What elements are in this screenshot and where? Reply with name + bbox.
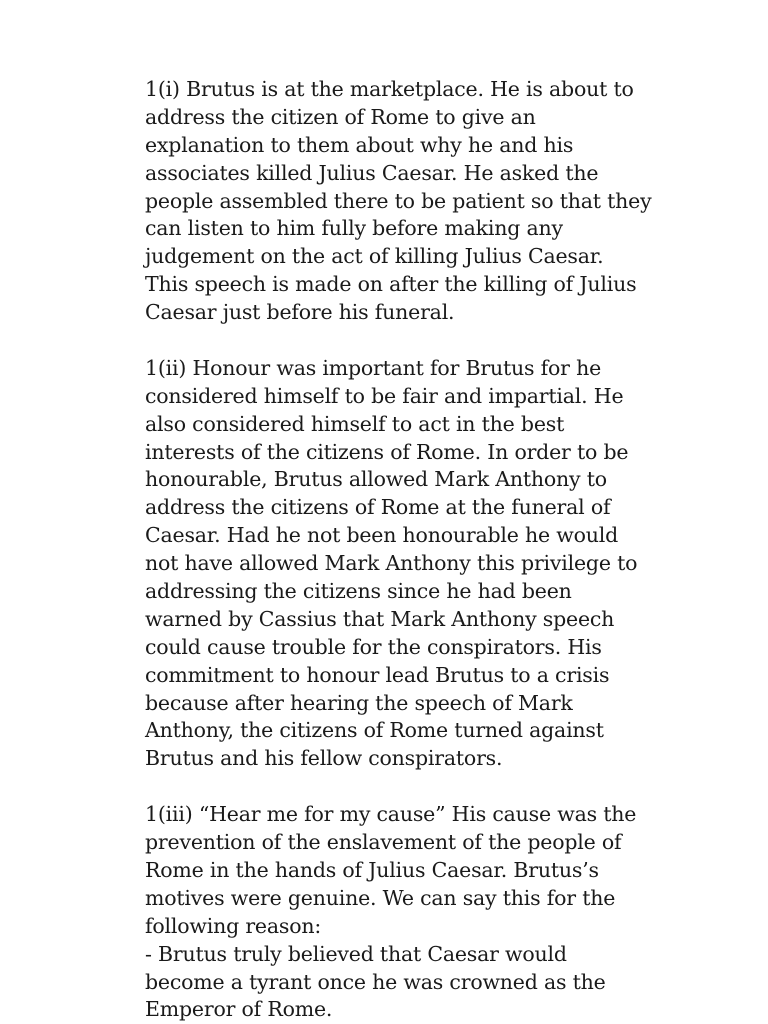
text-line: honourable, Brutus allowed Mark Anthony to	[145, 467, 607, 492]
text-line: addressing the citizens since he had been	[145, 579, 572, 604]
text-line: 1(ii) Honour was important for Brutus for he	[145, 355, 602, 380]
text-line: 1(iii) “Hear me for my cause” His cause was the	[145, 802, 637, 827]
text-line: Caesar. Had he not been honourable he would	[145, 523, 619, 548]
paragraph-1-ii	[145, 355, 655, 773]
paragraph-1-iii	[145, 801, 655, 1024]
text-line: become a tyrant once he was crowned as the	[145, 969, 606, 994]
text-line: interests of the citizens of Rome. In order to be	[145, 439, 629, 464]
text-line: people assembled there to be patient so that they	[145, 188, 652, 213]
text-line: This speech is made on after the killing of Julius	[145, 272, 637, 297]
text-line: associates killed Julius Caesar. He asked the	[145, 160, 599, 185]
text-line: warned by Cassius that Mark Anthony speech	[145, 606, 615, 631]
text-line: considered himself to be fair and impartial. He	[145, 383, 624, 408]
text-line: address the citizen of Rome to give an	[145, 104, 536, 129]
text-line: motives were genuine. We can say this for the	[145, 885, 616, 910]
document-body	[145, 76, 655, 1024]
list-item: - Brutus truly believed that Caesar would	[145, 941, 567, 966]
text-line: 1(i) Brutus is at the marketplace. He is about to	[145, 77, 634, 101]
text-line: following reason:	[145, 913, 322, 938]
text-line: because after hearing the speech of Mark	[145, 690, 573, 715]
text-line: could cause trouble for the conspirators. His	[145, 634, 602, 659]
paragraph-1-i	[145, 76, 655, 327]
text-line: also considered himself to act in the best	[145, 411, 565, 436]
text-line: Caesar just before his funeral.	[145, 300, 455, 325]
text-line: explanation to them about why he and his	[145, 132, 574, 157]
text-line: Brutus and his fellow conspirators.	[145, 746, 503, 771]
text-line: commitment to honour lead Brutus to a crisis	[145, 662, 610, 687]
text-line: Anthony, the citizens of Rome turned against	[145, 718, 604, 743]
text-line: not have allowed Mark Anthony this privilege to	[145, 551, 638, 576]
text-line: prevention of the enslavement of the people of	[145, 830, 622, 855]
text-line: Rome in the hands of Julius Caesar. Brutus’s	[145, 857, 599, 882]
text-line: address the citizens of Rome at the funeral of	[145, 495, 611, 520]
text-line: Emperor of Rome.	[145, 997, 333, 1022]
text-line: can listen to him fully before making any	[145, 216, 563, 241]
text-line: judgement on the act of killing Julius Caesar.	[145, 244, 604, 269]
